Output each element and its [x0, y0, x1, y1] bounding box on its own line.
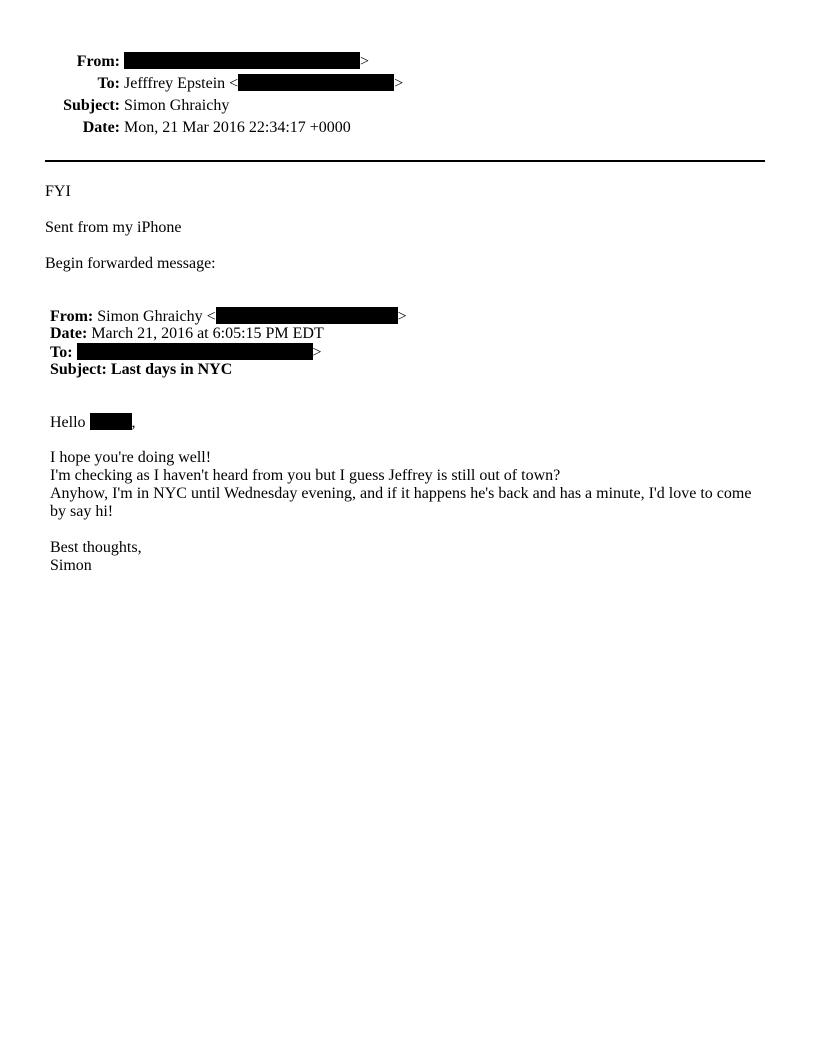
header-divider — [45, 160, 765, 162]
forwarded-date-row — [50, 325, 770, 343]
header-to-close: > — [394, 75, 404, 92]
forwarded-subject-label: Subject: — [50, 361, 107, 378]
message-greeting-row — [50, 413, 770, 431]
header-to-name: Jefffrey Epstein < — [124, 75, 239, 92]
message-closing: Best thoughts, — [50, 539, 142, 556]
header-from-close: > — [360, 53, 370, 70]
forwarded-from-label: From: — [50, 308, 94, 325]
forwarded-from-row — [50, 307, 770, 325]
forwarded-from-close: > — [397, 308, 407, 325]
header-from-label: From: — [76, 53, 120, 70]
redacted-forwarded-from-address — [216, 307, 398, 324]
header-date-label: Date: — [82, 119, 120, 136]
message-signature: Simon — [50, 557, 92, 574]
message-line-2: I'm checking as I haven't heard from you but I guess Jeffrey is still out of town? — [50, 467, 561, 484]
forwarded-from-value: Simon Ghraichy < — [97, 308, 216, 325]
body-begin-forwarded: Begin forwarded message: — [45, 255, 216, 272]
redacted-from-address — [124, 52, 360, 69]
forwarded-to-label: To: — [50, 344, 73, 361]
forwarded-header — [50, 307, 770, 379]
redacted-recipient-name — [90, 413, 132, 430]
forwarded-subject-value: Last days in NYC — [110, 361, 233, 378]
forwarded-to-close: > — [312, 344, 322, 361]
forwarded-date-value: March 21, 2016 at 6:05:15 PM EDT — [91, 325, 324, 342]
message-greeting-tail: , — [131, 414, 136, 431]
body-fyi: FYI — [45, 183, 71, 200]
body-sent-from: Sent from my iPhone — [45, 219, 182, 236]
message-line-1: I hope you're doing well! — [50, 449, 212, 466]
redacted-forwarded-to-address — [77, 343, 313, 360]
header-subject-label: Subject: — [63, 97, 120, 114]
redacted-to-address — [238, 74, 394, 91]
header-date-value: Mon, 21 Mar 2016 22:34:17 +0000 — [124, 119, 351, 136]
header-subject-value: Simon Ghraichy — [124, 97, 230, 114]
forwarded-to-row — [50, 343, 770, 361]
header-to-label: To: — [97, 75, 120, 92]
forwarded-date-label: Date: — [50, 325, 88, 342]
message-greeting: Hello — [50, 414, 86, 431]
message-body — [50, 413, 770, 575]
message-line-3: Anyhow, I'm in NYC until Wednesday evening, and if it happens he's back and has a minute, I'd love to come by say hi! — [50, 485, 752, 520]
forwarded-subject-row — [50, 361, 770, 379]
